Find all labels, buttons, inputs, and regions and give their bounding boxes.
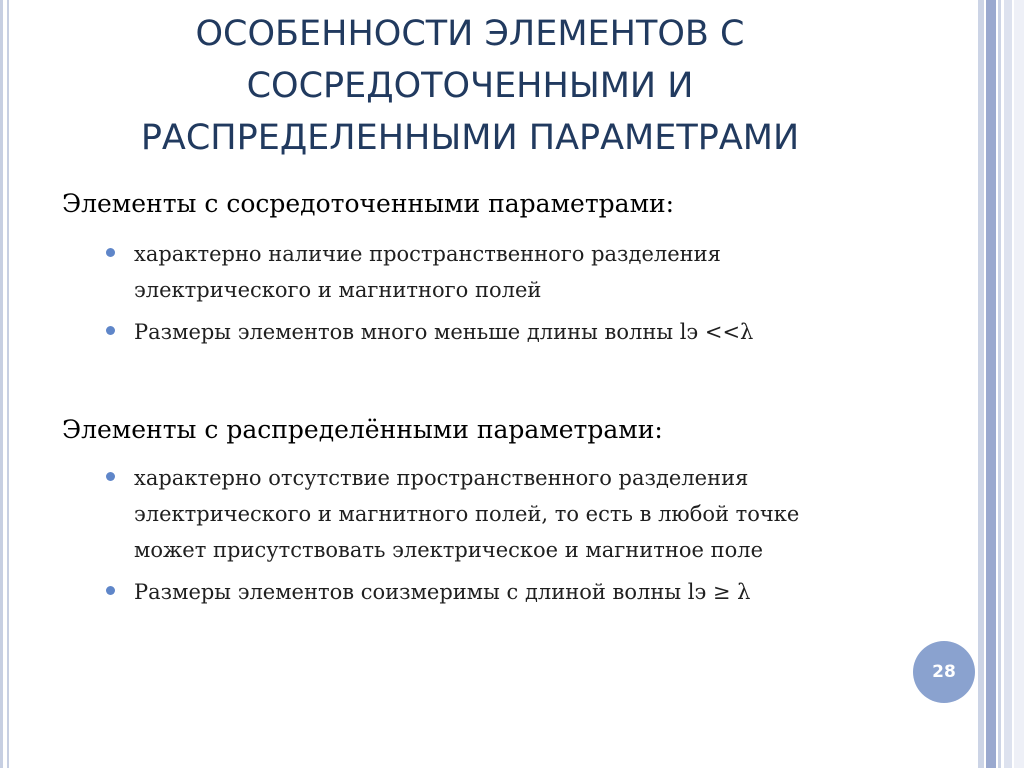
left-border-line: [7, 0, 9, 768]
bullet-icon: [106, 326, 115, 335]
slide-title-line: СОСРЕДОТОЧЕННЫМИ И: [246, 66, 694, 106]
left-border-line: [0, 0, 3, 768]
section-heading-lumped: Элементы с сосредоточенными параметрами:: [62, 189, 675, 218]
slide-title-line: РАСПРЕДЕЛЕННЫМИ ПАРАМЕТРАМИ: [140, 118, 800, 158]
list-item: [106, 314, 866, 350]
slide-title: [100, 8, 840, 164]
bullet-icon: [106, 586, 115, 595]
right-border-stripe: [1014, 0, 1024, 768]
list-item: [106, 460, 866, 568]
list-item: [106, 574, 866, 610]
list-item: [106, 236, 866, 308]
right-border-stripe: [1004, 0, 1012, 768]
right-border-stripe: [978, 0, 984, 768]
right-border-stripe: [986, 0, 996, 768]
bullet-text: характерно наличие пространственного разделения электрического и магнитного полей: [134, 242, 721, 302]
bullet-list-distributed: [106, 460, 866, 616]
bullet-text: характерно отсутствие пространственного разделения электрического и магнитного полей, то есть в любой точке может присутствовать электрическое и магнитное поле: [134, 466, 800, 562]
page-number-badge: 28: [913, 641, 975, 703]
section-heading-distributed: Элементы с распределёнными параметрами:: [62, 415, 663, 444]
bullet-icon: [106, 248, 115, 257]
bullet-text: Размеры элементов соизмеримы с длиной волны lэ ≥ λ: [134, 580, 751, 604]
slide-title-line: ОСОБЕННОСТИ ЭЛЕМЕНТОВ С: [195, 14, 745, 54]
bullet-list-lumped: [106, 236, 866, 356]
right-border-stripe: [998, 0, 1001, 768]
bullet-text: Размеры элементов много меньше длины волны lэ <<λ: [134, 320, 754, 344]
bullet-icon: [106, 472, 115, 481]
